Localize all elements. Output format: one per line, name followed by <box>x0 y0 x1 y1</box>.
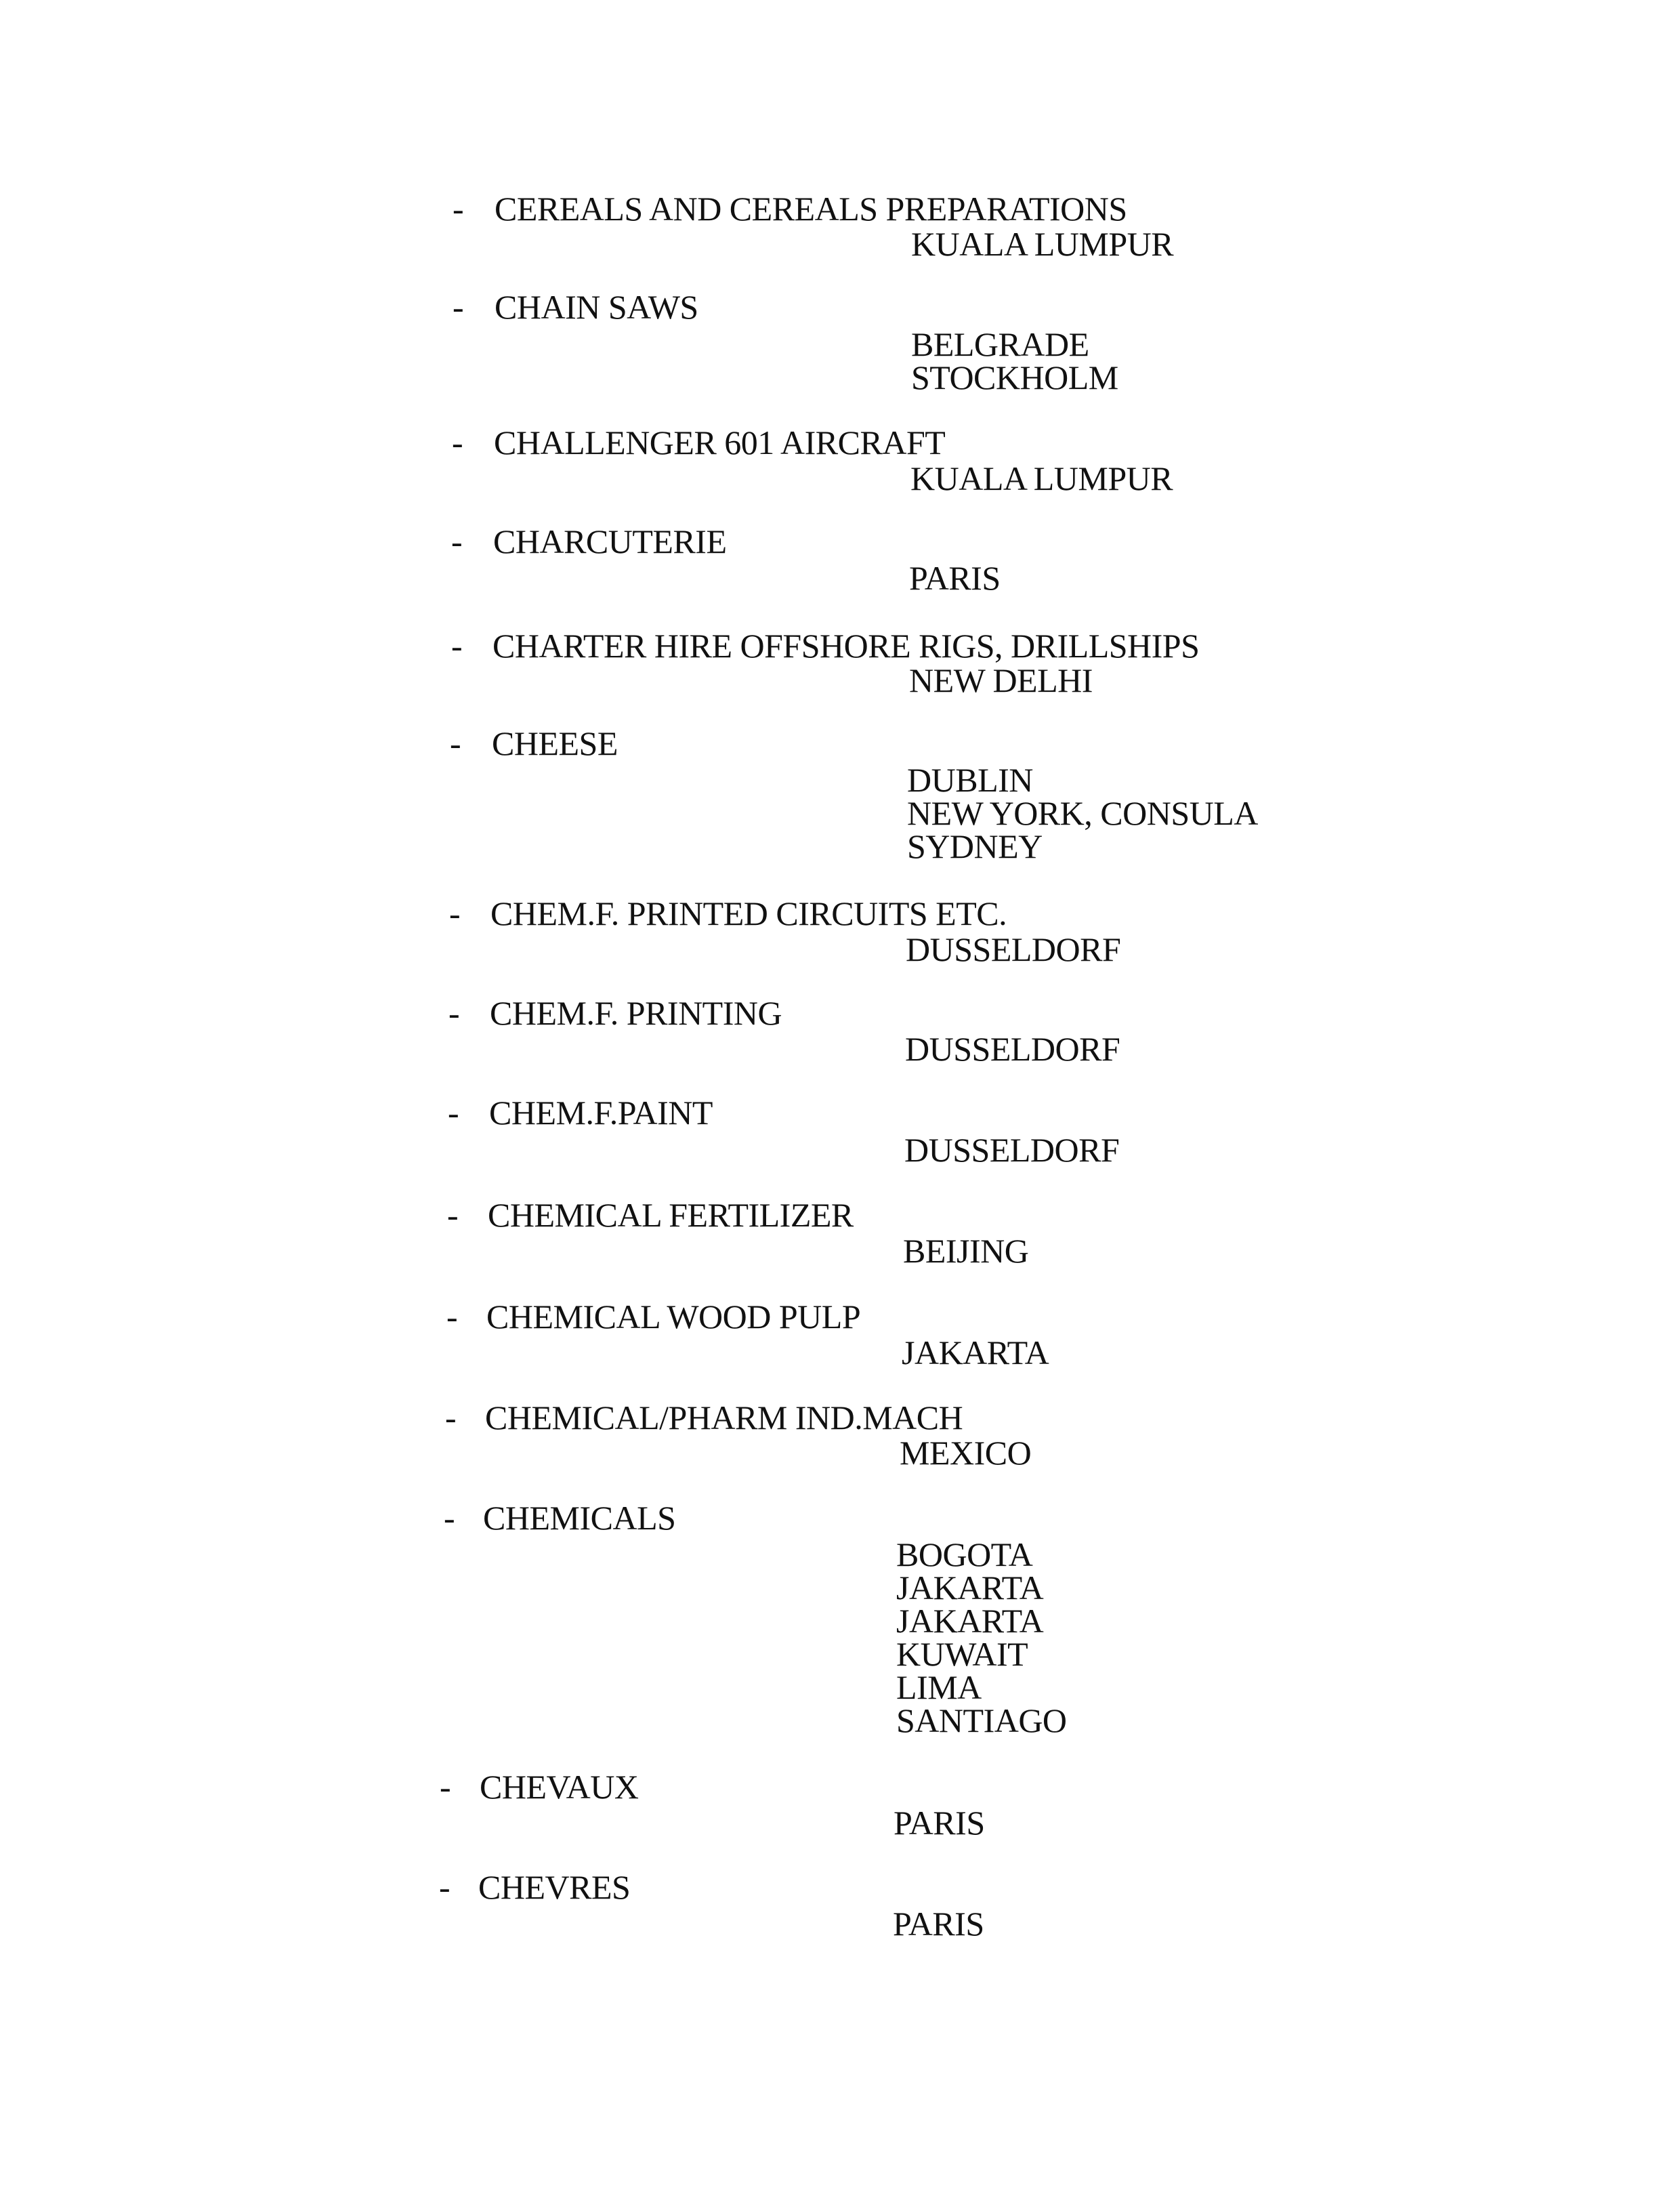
location-name: LIMA <box>896 1668 982 1706</box>
location-list <box>903 1232 1029 1270</box>
bullet-dash: - <box>439 1868 450 1906</box>
bullet-dash: - <box>440 1768 451 1806</box>
location-name: STOCKHOLM <box>911 358 1118 396</box>
item-label: CEREALS AND CEREALS PREPARATIONS <box>495 190 1127 228</box>
location-name: SYDNEY <box>907 827 1043 865</box>
location-name: JAKARTA <box>896 1602 1044 1640</box>
location-name: DUSSELDORF <box>905 1030 1120 1068</box>
item-label: CHEVAUX <box>480 1768 639 1806</box>
bullet-dash: - <box>449 894 461 932</box>
bullet-dash: - <box>450 724 461 762</box>
location-list <box>907 761 1258 865</box>
location-list <box>911 225 1174 263</box>
item-label: CHEESE <box>492 724 618 762</box>
bullet-dash: - <box>451 627 463 665</box>
location-name: SANTIAGO <box>896 1701 1067 1739</box>
location-name: NEW YORK, CONSULA <box>907 794 1258 832</box>
location-name: KUALA LUMPUR <box>910 459 1173 497</box>
location-list <box>910 459 1173 497</box>
location-name: DUSSELDORF <box>906 930 1121 968</box>
item-label: CHEMICALS <box>483 1499 676 1537</box>
location-list <box>911 325 1118 396</box>
location-name: PARIS <box>893 1905 984 1943</box>
location-name: MEXICO <box>900 1434 1032 1472</box>
item-label: CHEMICAL/PHARM IND.MACH <box>485 1399 963 1436</box>
location-list <box>909 661 1093 699</box>
item-label: CHEM.F.PAINT <box>489 1094 713 1132</box>
location-name: DUSSELDORF <box>904 1131 1120 1169</box>
location-list <box>904 1131 1120 1169</box>
location-list <box>902 1333 1049 1371</box>
location-name: BELGRADE <box>911 325 1089 363</box>
item-label: CHEM.F. PRINTED CIRCUITS ETC. <box>490 894 1007 932</box>
location-list <box>909 559 1001 597</box>
location-name: PARIS <box>894 1804 985 1842</box>
location-name: KUWAIT <box>896 1635 1028 1673</box>
bullet-dash: - <box>445 1399 457 1436</box>
location-name: KUALA LUMPUR <box>911 225 1174 263</box>
location-name: BEIJING <box>903 1232 1029 1270</box>
location-name: PARIS <box>909 559 1001 597</box>
bullet-dash: - <box>451 522 463 560</box>
bullet-dash: - <box>446 1298 458 1336</box>
bullet-dash: - <box>444 1499 455 1537</box>
item-label: CHARTER HIRE OFFSHORE RIGS, DRILLSHIPS <box>492 627 1200 665</box>
location-list <box>900 1436 1031 1470</box>
location-list <box>893 1907 984 1941</box>
bullet-dash: - <box>448 994 460 1032</box>
item-label: CHEM.F. PRINTING <box>490 994 782 1032</box>
location-list <box>905 1030 1120 1068</box>
location-list <box>894 1806 985 1840</box>
item-label: CHEMICAL WOOD PULP <box>486 1298 861 1336</box>
location-name: JAKARTA <box>896 1569 1044 1607</box>
item-label: CHALLENGER 601 AIRCRAFT <box>494 423 946 461</box>
location-name: NEW DELHI <box>909 661 1093 699</box>
item-label: CHEMICAL FERTILIZER <box>488 1196 854 1234</box>
location-name: BOGOTA <box>896 1535 1033 1573</box>
bullet-dash: - <box>453 288 464 326</box>
bullet-dash: - <box>453 190 464 228</box>
item-label: CHARCUTERIE <box>493 522 727 560</box>
bullet-dash: - <box>447 1196 459 1234</box>
location-name: DUBLIN <box>907 761 1033 799</box>
item-label: CHAIN SAWS <box>495 288 698 326</box>
location-list <box>896 1535 1067 1739</box>
item-label: CHEVRES <box>478 1868 631 1906</box>
location-name: JAKARTA <box>902 1333 1049 1371</box>
location-list <box>906 930 1121 968</box>
bullet-dash: - <box>448 1094 459 1132</box>
bullet-dash: - <box>452 423 463 461</box>
